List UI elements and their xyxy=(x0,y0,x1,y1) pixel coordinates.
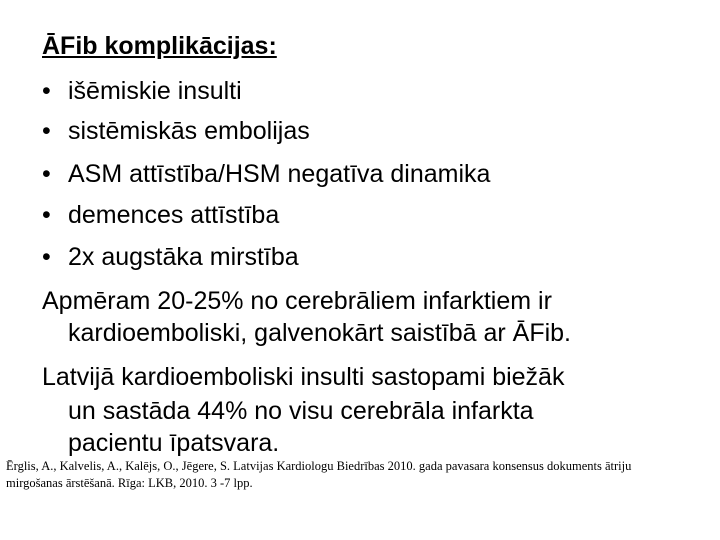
bullet-text: sistēmiskās embolijas xyxy=(68,117,310,145)
bullet-icon: • xyxy=(42,77,51,105)
paragraph-2-line-3: pacientu īpatsvara. xyxy=(68,429,280,457)
bullet-item xyxy=(42,159,490,189)
citation-line-1: Ērglis, A., Kalvelis, A., Kalējs, O., Jēgere, S. Latvijas Kardiologu Biedrības 2010. gada pavasara konsensus dokuments ātriju xyxy=(6,459,632,473)
bullet-icon: • xyxy=(42,117,51,145)
bullet-text: ASM attīstība/HSM negatīva dinamika xyxy=(68,160,491,188)
bullet-icon: • xyxy=(42,243,51,271)
bullet-icon: • xyxy=(42,201,51,229)
citation-line-2: mirgošanas ārstēšanā. Rīga: LKB, 2010. 3 -7 lpp. xyxy=(6,476,253,490)
paragraph-1-line-1: Apmēram 20-25% no cerebrāliem infarktiem ir xyxy=(42,287,552,315)
bullet-item xyxy=(42,116,310,146)
bullet-text: išēmiskie insulti xyxy=(68,77,242,105)
bullet-item xyxy=(42,76,242,106)
paragraph-1-line-2: kardioemboliski, galvenokārt saistībā ar ĀFib. xyxy=(68,319,572,347)
bullet-icon: • xyxy=(42,160,51,188)
slide-title: ĀFib komplikācijas: xyxy=(42,32,277,60)
citation xyxy=(6,458,716,492)
paragraph-2-line-2: un sastāda 44% no visu cerebrāla infarkta xyxy=(68,397,534,425)
bullet-item xyxy=(42,200,279,230)
bullet-text: demences attīstība xyxy=(68,201,280,229)
bullet-item xyxy=(42,242,299,272)
bullet-text: 2x augstāka mirstība xyxy=(68,243,299,271)
paragraph-2-line-1: Latvijā kardioemboliski insulti sastopami biežāk xyxy=(42,363,565,391)
